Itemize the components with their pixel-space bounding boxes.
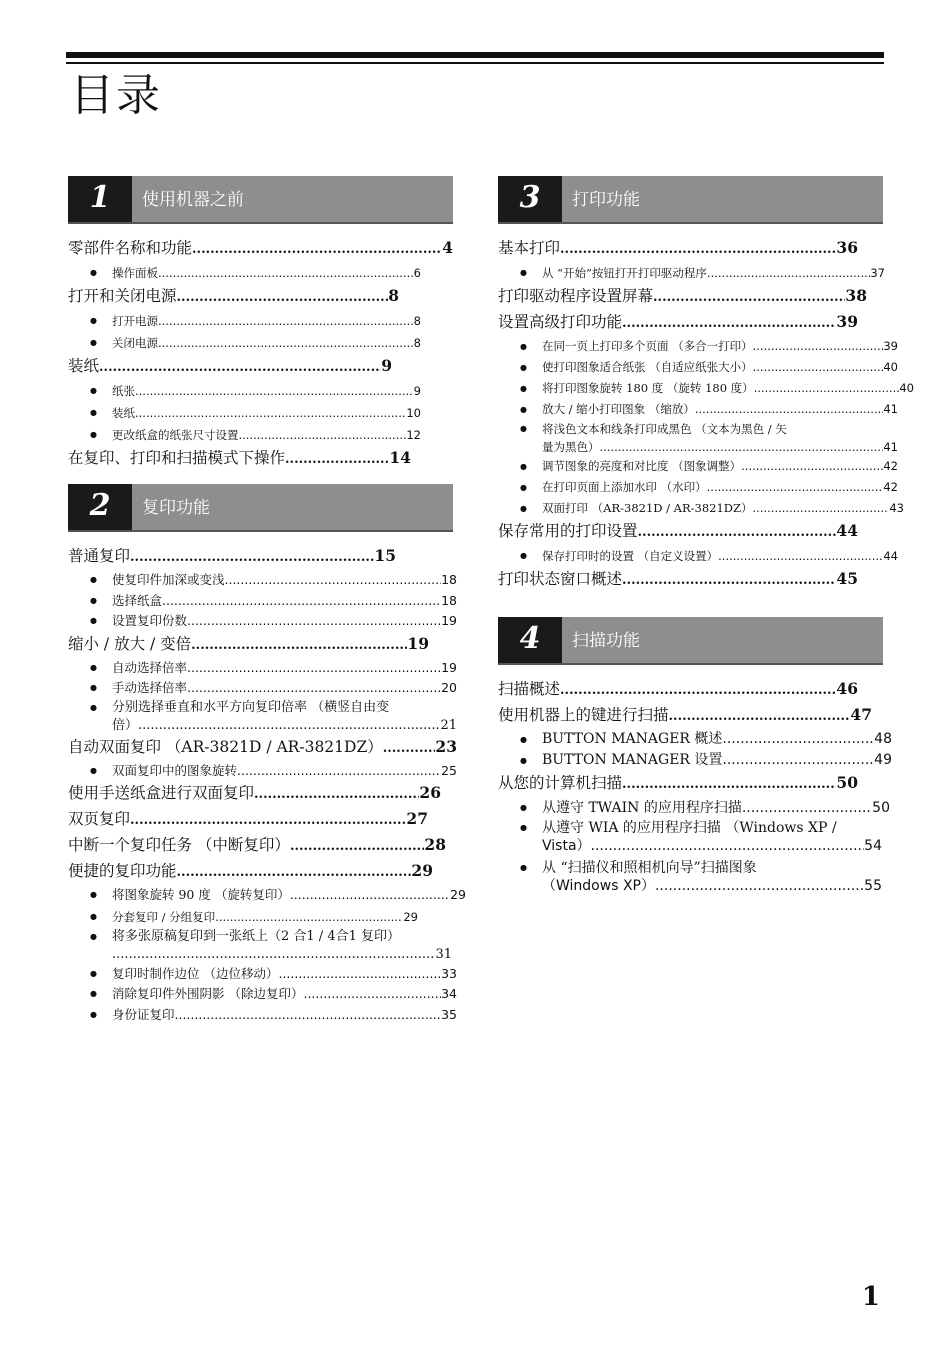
section-header: [68, 176, 453, 224]
toc-subentry[interactable]: ● 将打印图象旋转 180 度 （旋转 180 度） ..... 40: [498, 378, 914, 399]
toc-entry[interactable]: 便捷的复印功能 ..... 29: [68, 859, 433, 885]
toc-subentry[interactable]: ● 双面打印 （AR-3821D / AR-3821DZ） ..... 43: [498, 498, 904, 519]
top-rule-thick: [66, 52, 884, 58]
toc-subentry[interactable]: ● 在打印页面上添加水印 （水印） ..... 42: [498, 477, 898, 498]
section-4: [498, 617, 892, 895]
toc-entry[interactable]: 在复印、打印和扫描模式下操作 ..... 14: [68, 446, 411, 472]
toc-subentry[interactable]: ● 手动选择倍率 ..... 20: [68, 678, 457, 699]
toc-entry[interactable]: 双页复印 ..... 27: [68, 807, 428, 833]
section-title: 扫描功能: [572, 631, 640, 651]
section-number: 1: [68, 176, 132, 222]
toc-entry[interactable]: 打印状态窗口概述 ..... 45: [498, 567, 858, 593]
toc-entry[interactable]: 设置高级打印功能 ..... 39: [498, 310, 858, 336]
toc-subentry[interactable]: ● BUTTON MANAGER 概述 ..... 48: [498, 729, 892, 750]
section-number: 3: [498, 176, 562, 222]
toc-entry[interactable]: 基本打印 ..... 36: [498, 236, 858, 262]
section-header: [498, 617, 883, 665]
toc-entry[interactable]: 装纸 ..... 9: [68, 354, 392, 380]
section-header: [498, 176, 883, 224]
toc-subentry[interactable]: ● 保存打印时的设置 （自定义设置） ..... 44: [498, 545, 898, 567]
toc-subentry[interactable]: ● 装纸 ..... 10: [68, 402, 421, 424]
page-number: 1: [861, 1282, 880, 1312]
toc-subentry[interactable]: ● 复印时制作边位 （边位移动） ..... 33: [68, 964, 457, 985]
toc-subentry[interactable]: ● 从 “扫描仪和照相机向导”扫描图象 （Windows XP） ..... 55: [498, 859, 882, 895]
section-number: 2: [68, 484, 132, 530]
toc-entry[interactable]: 打印驱动程序设置屏幕 ..... 38: [498, 284, 867, 310]
toc-entry[interactable]: 使用手送纸盒进行双面复印 ..... 26: [68, 781, 441, 807]
toc-subentry[interactable]: ● 设置复印份数 ..... 19: [68, 611, 457, 632]
toc-subentry[interactable]: ● 将图象旋转 90 度 （旋转复印） ..... 29: [68, 885, 466, 906]
toc-subentry[interactable]: ● 放大 / 缩小打印图象 （缩放） ..... 41: [498, 399, 898, 420]
toc-entry[interactable]: 使用机器上的键进行扫描 ..... 47: [498, 703, 872, 729]
toc-subentry[interactable]: ● 纸张 ..... 9: [68, 380, 421, 402]
toc-entry[interactable]: 中断一个复印任务 （中断复印） ..... 28: [68, 833, 446, 859]
toc-entry[interactable]: 零部件名称和功能 ..... 4: [68, 236, 453, 262]
section-2: [68, 484, 466, 1025]
toc-subentry[interactable]: ● 从遵守 TWAIN 的应用程序扫描 ..... 50: [498, 797, 890, 819]
toc-entry[interactable]: 保存常用的打印设置 ..... 44: [498, 519, 858, 545]
top-rule-thin: [66, 62, 884, 64]
section-title: 复印功能: [142, 498, 210, 518]
toc-entry[interactable]: 普通复印 ..... 15: [68, 544, 396, 570]
toc-subentry[interactable]: ● 操作面板 ..... 6: [68, 262, 421, 284]
toc-entry[interactable]: 缩小 / 放大 / 变倍 ..... 19: [68, 632, 429, 658]
toc-subentry[interactable]: ● 将浅色文本和线条打印成黑色 （文本为黑色 / 矢 量为黑色） ..... 41: [498, 420, 898, 456]
section-3: [498, 176, 914, 593]
toc-subentry[interactable]: ● 消除复印件外围阴影 （除边复印） ..... 34: [68, 984, 457, 1005]
toc-entry[interactable]: 自动双面复印 （AR-3821D / AR-3821DZ） ..... 23: [68, 735, 457, 761]
section-title: 打印功能: [572, 190, 640, 210]
toc-subentry[interactable]: ● 将多张原稿复印到一张纸上（2 合1 / 4合1 复印） ..... 31: [68, 928, 472, 964]
section-title: 使用机器之前: [142, 190, 244, 210]
section-number: 4: [498, 617, 562, 663]
toc-entry[interactable]: 打开和关闭电源 ..... 8: [68, 284, 399, 310]
section-header: [68, 484, 453, 532]
toc-subentry[interactable]: ● 自动选择倍率 ..... 19: [68, 658, 457, 679]
toc-subentry[interactable]: ● 调节图象的亮度和对比度 （图象调整） ..... 42: [498, 456, 898, 477]
toc-subentry[interactable]: ● 选择纸盒 ..... 18: [68, 591, 457, 612]
toc-subentry[interactable]: ● 使复印件加深或变浅 ..... 18: [68, 570, 457, 591]
toc-subentry[interactable]: ● 在同一页上打印多个页面 （多合一打印） ..... 39: [498, 336, 898, 357]
toc-subentry[interactable]: ● 双面复印中的图象旋转 ..... 25: [68, 761, 457, 782]
toc-entry[interactable]: 扫描概述 ..... 46: [498, 677, 858, 703]
toc-subentry[interactable]: ● 从遵守 WIA 的应用程序扫描 （Windows XP / Vista） ..... 54: [498, 819, 882, 855]
toc-subentry[interactable]: ● 分套复印 / 分组复印 ..... 29: [68, 906, 418, 928]
toc-entry[interactable]: 从您的计算机扫描 ..... 50: [498, 771, 858, 797]
section-1: [68, 176, 453, 472]
toc-subentry[interactable]: ● 身份证复印 ..... 35: [68, 1005, 457, 1026]
toc-subentry[interactable]: ● 使打印图象适合纸张 （自适应纸张大小） ..... 40: [498, 357, 898, 378]
toc-subentry[interactable]: ● 从 “开始”按钮打开打印驱动程序 ..... 37: [498, 262, 885, 284]
toc-subentry[interactable]: ● BUTTON MANAGER 设置 ..... 49: [498, 750, 892, 771]
toc-subentry[interactable]: ● 更改纸盒的纸张尺寸设置 ..... 12: [68, 424, 421, 446]
page-title: 目录: [70, 70, 162, 121]
toc-subentry[interactable]: ● 打开电源 ..... 8: [68, 310, 421, 332]
toc-subentry[interactable]: ● 分别选择垂直和水平方向复印倍率 （横竖自由变 倍） ..... 21: [68, 699, 457, 735]
toc-subentry[interactable]: ● 关闭电源 ..... 8: [68, 332, 421, 354]
